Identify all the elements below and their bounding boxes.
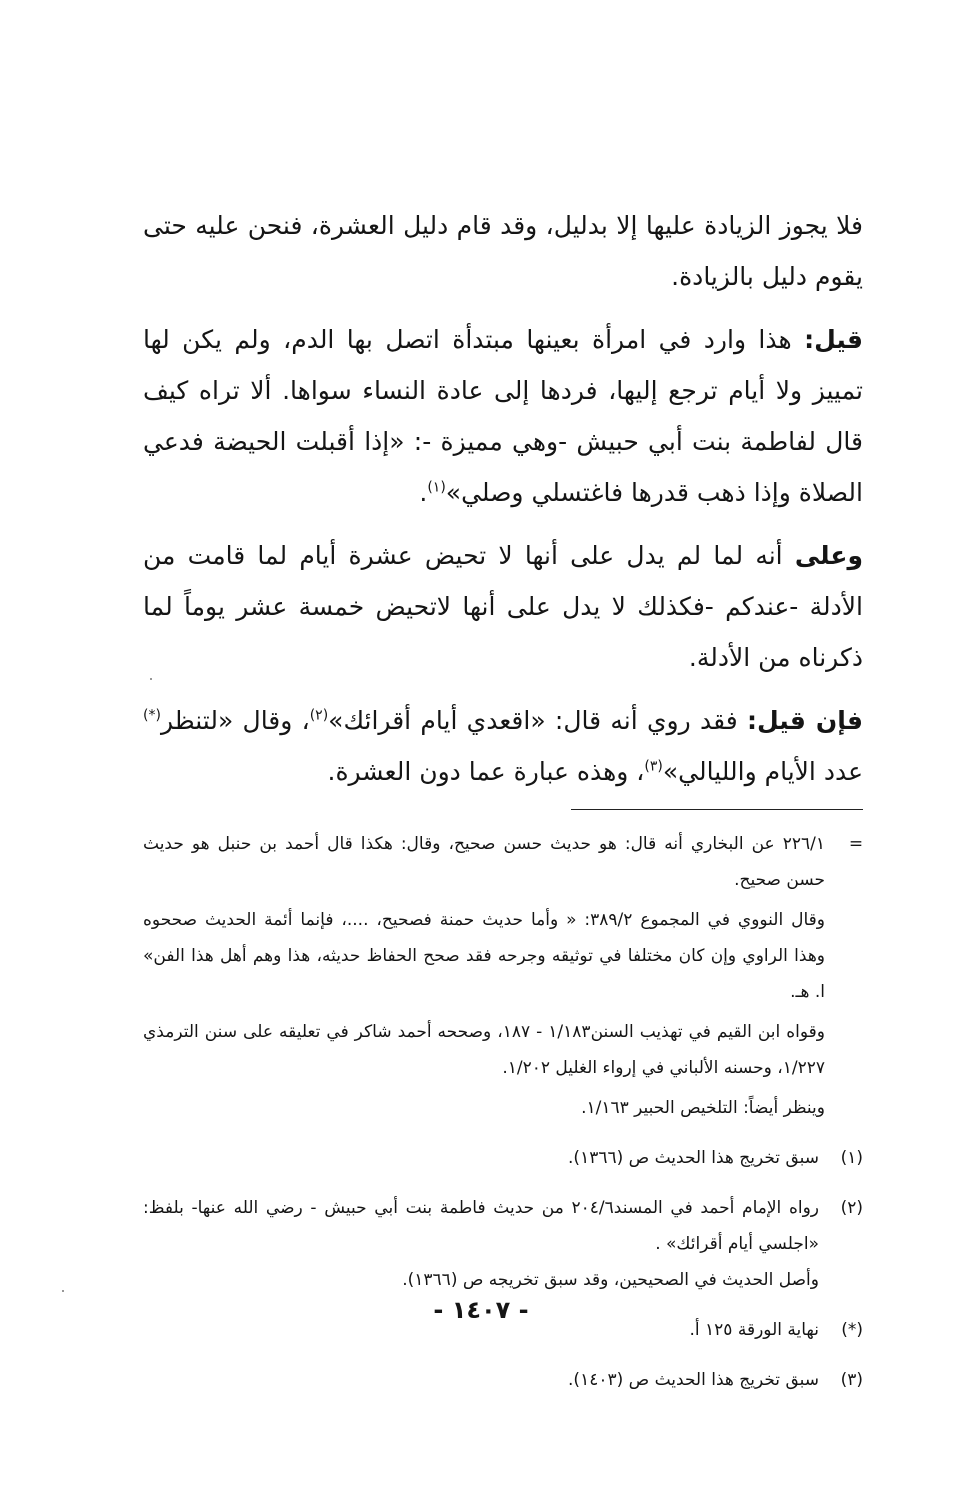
footnote-folio-text: نهاية الورقة ١٢٥ أ. [689, 1320, 819, 1340]
paragraph-2-lead: قيل: [804, 325, 863, 354]
paragraph-4-lead: فإن قيل: [746, 706, 863, 735]
footnote-continuation [143, 826, 863, 1126]
continuation-line-2: وقال النووي في المجموع ٣٨٩/٢: « وأما حديث حمنة فصحيح، ....، فإنما أئمة الحديث صححوه وهذا الراوي وإن كان مختلفا في توثيقه وجرحه فقد صحح الحفاظ حديثه، هذا وهم أهل هذا الفن» ا. هـ. [143, 910, 825, 1002]
footnote-3-number: (٣) [840, 1370, 863, 1390]
footnote-1-text: سبق تخريج هذا الحديث ص (١٣٦٦). [568, 1148, 819, 1168]
continuation-line-1 [143, 826, 863, 898]
footnote-2 [143, 1190, 863, 1298]
paragraph-2-tail: . [419, 478, 428, 507]
footnote-3-text: سبق تخريج هذا الحديث ص (١٤٠٣). [568, 1370, 819, 1390]
paragraph-2-text: هذا وارد في امرأة بعينها مبتدأة اتصل بها الدم، ولم يكن لها تمييز ولا أيام ترجع إليها، فردها إلى عادة النساء سواها. ألا تراه كيف قال لفاطمة بنت أبي حبيش -وهي مميزة -: «إذا أقبلت الحيضة فدعي الصلاة وإذا ذهب قدرها فاغتسلي وصلي» [143, 325, 863, 507]
footnote-divider [571, 809, 863, 810]
paragraph-4-text: فقد روي أنه قال: «اقعدي أيام أقرائك» [328, 706, 747, 735]
footnote-folio-number: (*) [841, 1320, 863, 1340]
footnote-2-text-2: وأصل الحديث في الصحيحين، وقد سبق تخريجه ص (١٣٦٦). [402, 1270, 819, 1290]
footnote-2-number: (٢) [840, 1198, 863, 1218]
continuation-line-4: وينظر أيضاً: التلخيص الحبير ١/١٦٣. [581, 1098, 825, 1118]
paragraph-4-tail: ، وهذه عبارة عما دون العشرة. [327, 757, 645, 786]
page-body [143, 200, 863, 1398]
footnote-2-text: رواه الإمام أحمد في المسند٢٠٤/٦ من حديث فاطمة بنت أبي حبيش - رضي الله عنها- بلفظ: «اجلسي أيام أقرائك» . [143, 1198, 819, 1254]
paragraph-3-lead: وعلى [794, 541, 863, 570]
page-number: - ١٤٠٧ - [433, 1296, 529, 1324]
footnote-1-number: (١) [840, 1148, 863, 1168]
continuation-marker: = [848, 834, 864, 854]
paragraph-3 [143, 530, 863, 683]
folio-ref[interactable]: (*) [143, 707, 161, 724]
continuation-line-3: وقواه ابن القيم في تهذيب السنن١/١٨٣ - ١٨٧، وصححه أحمد شاكر في تعليقه على سنن الترمذي ١/٢٢٧، وحسنه الألباني في إرواء الغليل ١/٢٠٢. [143, 1022, 825, 1078]
continuation-text-1: ٢٢٦/١ عن البخاري أنه قال: هو حديث حسن صحيح، وقال: هكذا قال أحمد بن حنبل هو حديث حسن صحيح. [143, 834, 825, 890]
paragraph-3-text: أنه لما لم يدل على أنها لا تحيض عشرة أيام لما قامت من الأدلة -عندكم -فكذلك لا يدل على أنها لاتحيض خمسة عشر يوماً لما ذكرناه من الأدلة. [143, 541, 863, 672]
scan-speck [150, 678, 152, 680]
footnote-ref-3[interactable]: (٣) [644, 758, 663, 775]
paragraph-1-text: فلا يجوز الزيادة عليها إلا بدليل، وقد قام دليل العشرة، فنحن عليه حتى يقوم دليل بالزيادة. [143, 211, 863, 291]
footnote-1 [143, 1140, 863, 1176]
paragraph-4-mid: ، وقال «لتنظر [160, 706, 310, 735]
footnote-ref-1[interactable]: (١) [427, 479, 446, 496]
paragraph-2 [143, 314, 863, 518]
paragraph-4-mid2: عدد الأيام والليالي» [662, 757, 863, 786]
paragraph-4 [143, 695, 863, 797]
footnote-ref-2[interactable]: (٢) [309, 707, 329, 724]
footnote-3 [143, 1362, 863, 1398]
paragraph-1 [143, 200, 863, 302]
scan-speck [62, 1290, 64, 1292]
